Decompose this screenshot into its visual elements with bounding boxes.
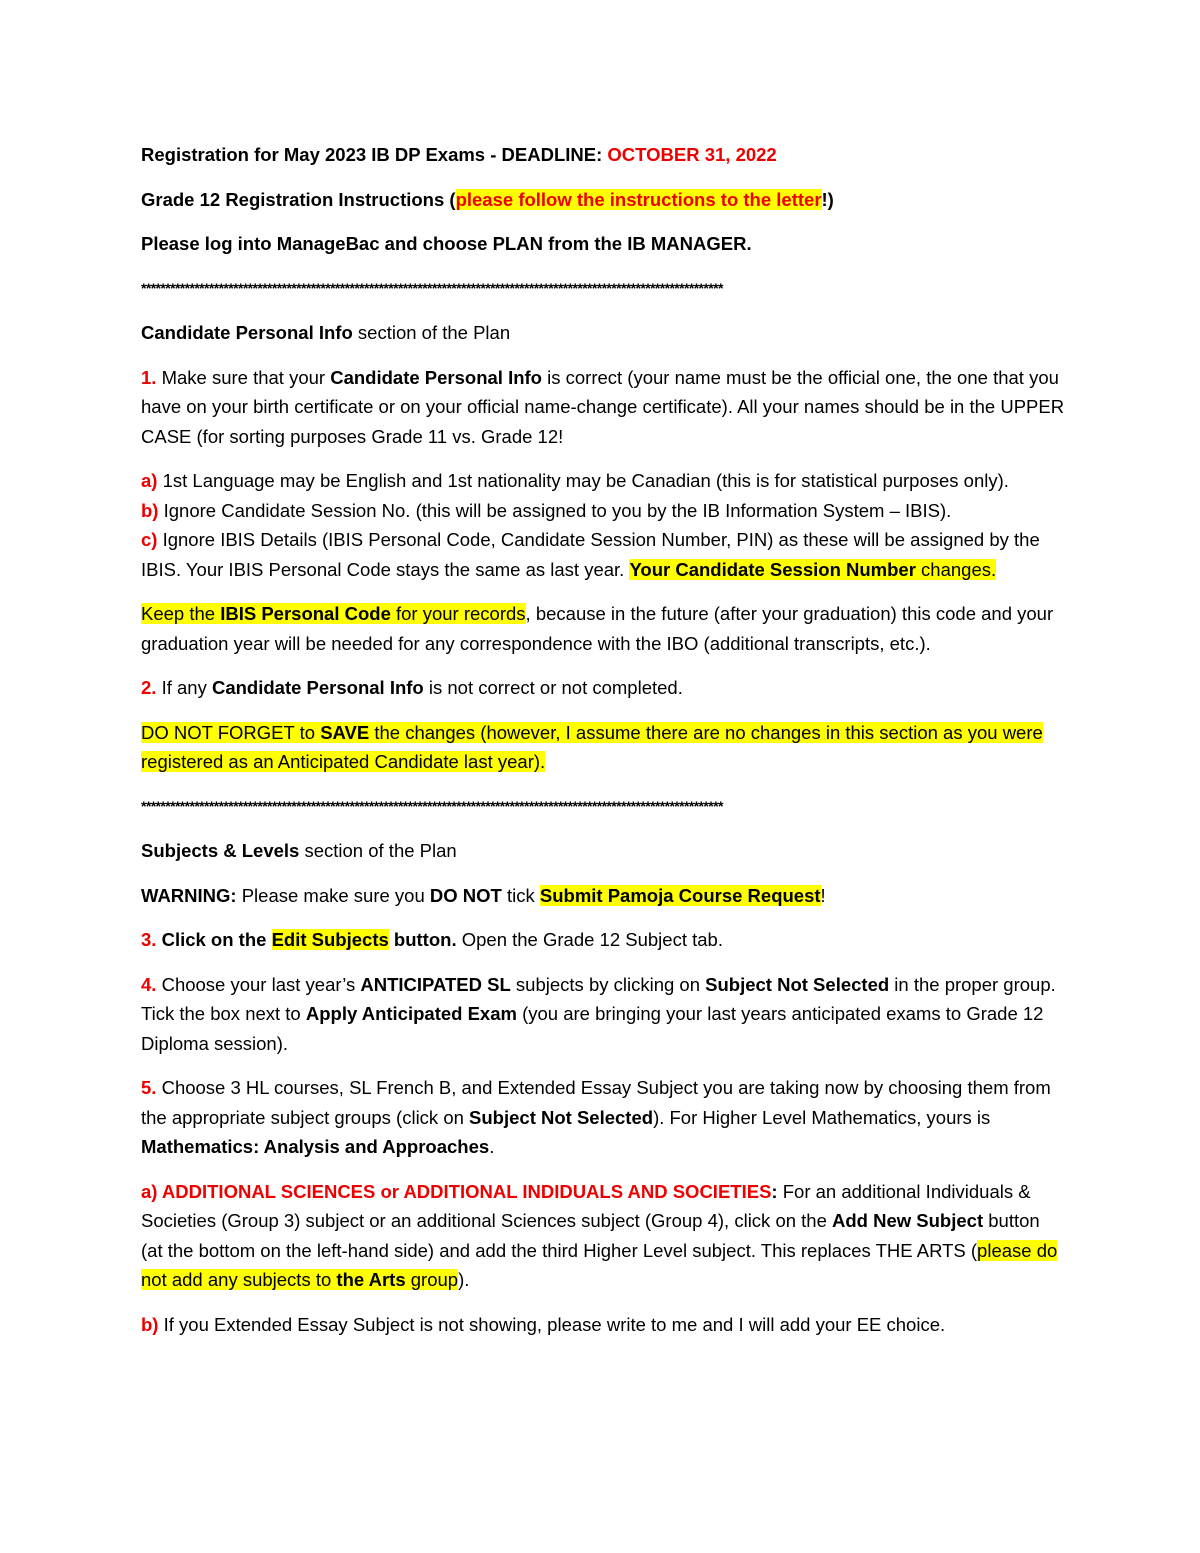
section-heading-personal-info: Candidate Personal Info section of the Plan (141, 322, 511, 343)
separator-line: ************************************************************************************************************************ (141, 797, 723, 814)
step-1b: b) Ignore Candidate Session No. (this will be assigned to you by the IB Information System – IBIS). (141, 499, 952, 521)
separator-line: ************************************************************************************************************************ (141, 279, 723, 296)
step-1: 1. Make sure that your Candidate Personal Info is correct (your name must be the official one, the one that you have on your birth certificate or on your official name-change certificate). All your names should be in the UPPER CASE (for sorting purposes Grade 11 vs. Grade 12! (141, 366, 1065, 447)
step-4: 4. Choose your last year’s ANTICIPATED SL subjects by clicking on Subject Not Selected in the proper group. Tick the box next to Apply Anticipated Exam (you are bringing your last years anticipated exams to Grade 12 Diploma session). (141, 973, 1056, 1054)
warning-line: WARNING: Please make sure you DO NOT tick Submit Pamoja Course Request! (141, 884, 826, 906)
grade-instructions-line: Grade 12 Registration Instructions (please follow the instructions to the letter!) (141, 188, 834, 210)
edit-subjects-label: Edit Subjects (271, 929, 389, 950)
deadline-date: OCTOBER 31, 2022 (607, 144, 777, 165)
keep-code-note: Keep the IBIS Personal Code for your records, because in the future (after your graduation) this code and your graduation year will be needed for any correspondence with the IBO (additional transcripts, etc.). (141, 603, 1054, 654)
follow-instructions-note: please follow the instructions to the letter (455, 188, 822, 210)
step-1c: c) Ignore IBIS Details (IBIS Personal Code, Candidate Session Number, PIN) as these will be assigned by the IBIS. Your IBIS Personal Code stays the same as last year. Your Candidate Session Number changes. (141, 529, 1040, 580)
step-5: 5. Choose 3 HL courses, SL French B, and Extended Essay Subject you are taking now by choosing them from the appropriate subject groups (click on Subject Not Selected). For Higher Level Mathematics, yours is Mathematics: Analysis and Approaches. (141, 1077, 1051, 1157)
session-number-note: Your Candidate Session Number changes. (629, 558, 997, 580)
save-reminder: DO NOT FORGET to SAVE the changes (however, I assume there are no changes in this section as you were registered as an Anticipated Candidate last year). (141, 721, 1043, 772)
step-3: 3. Click on the Edit Subjects button. Open the Grade 12 Subject tab. (141, 929, 723, 950)
step-1a: a) 1st Language may be English and 1st nationality may be Canadian (this is for statistical purposes only). (141, 470, 1009, 491)
pamoja-request-label: Submit Pamoja Course Request (539, 884, 821, 906)
step-5a: a) ADDITIONAL SCIENCES or ADDITIONAL INDIDUALS AND SOCIETIES: For an additional Individuals & Societies (Group 3) subject or an additional Sciences subject (Group 4), click on the Add New Subject button (at the bottom on the left-hand side) and add the third Higher Level subject. This replaces THE ARTS (please do not add any subjects to the Arts group). (141, 1180, 1058, 1290)
step-2: 2. If any Candidate Personal Info is not correct or not completed. (141, 677, 683, 698)
login-instruction: Please log into ManageBac and choose PLAN from the IB MANAGER. (141, 233, 752, 254)
step-5b: b) If you Extended Essay Subject is not showing, please write to me and I will add your EE choice. (141, 1313, 946, 1335)
arts-group-note: please do not add any subjects to the Arts group (141, 1239, 1058, 1290)
document-title: Registration for May 2023 IB DP Exams - DEADLINE: OCTOBER 31, 2022 (141, 144, 777, 165)
section-heading-subjects-levels: Subjects & Levels section of the Plan (141, 840, 457, 861)
document-body (141, 140, 1066, 1339)
